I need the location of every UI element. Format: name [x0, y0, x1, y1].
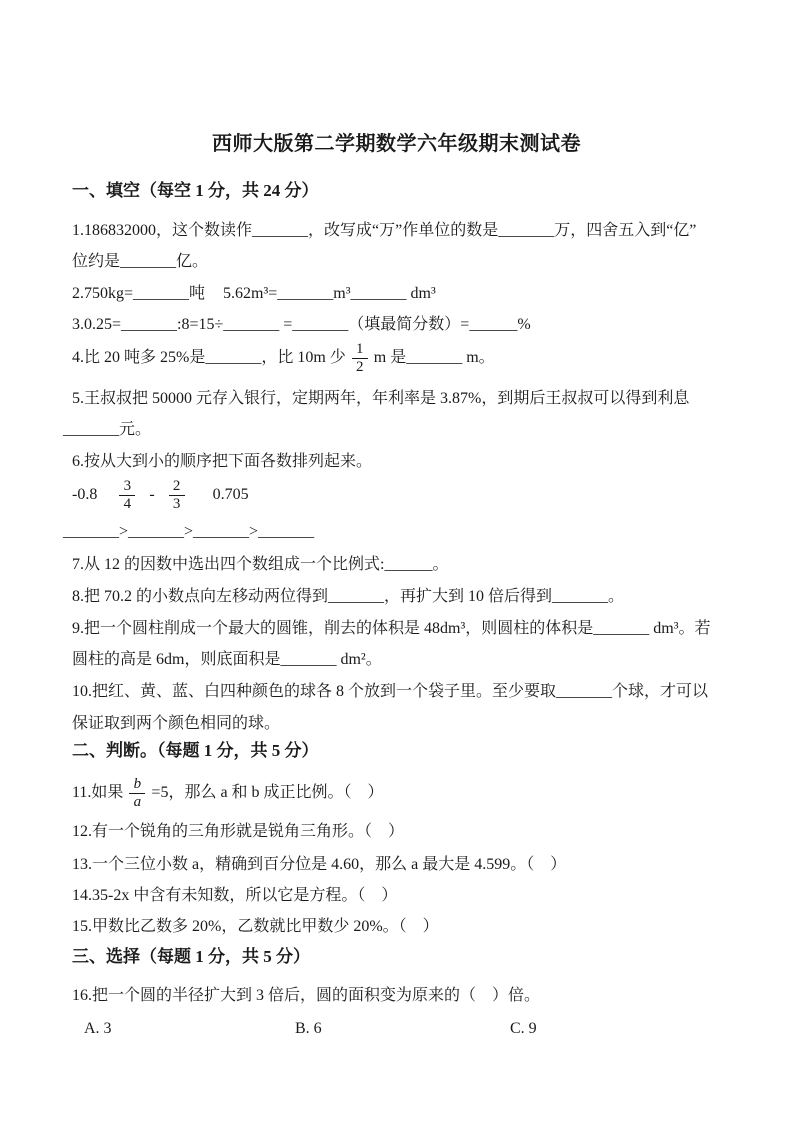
fraction-denominator: a [133, 793, 142, 810]
question-12: 12.有一个锐角的三角形就是锐角三角形。（ ） [72, 823, 405, 840]
question-1-line-2: 位约是_______亿。 [72, 253, 209, 270]
question-11 [72, 772, 384, 814]
section-3-heading: 三、选择（每题 1 分，共 5 分） [72, 947, 310, 966]
question-14: 14.35-2x 中含有未知数，所以它是方程。（ ） [72, 887, 398, 904]
question-16-options-row [0, 1019, 793, 1039]
question-15: 15.甲数比乙数多 20%，乙数就比甲数少 20%。（ ） [72, 918, 439, 935]
number-negative-0-8: -0.8 [72, 486, 98, 503]
fraction-two-thirds [169, 478, 185, 512]
fraction-denominator: 4 [123, 495, 132, 512]
question-9-line-1: 9.把一个圆柱削成一个最大的圆锥，削去的体积是 48dm³，则圆柱的体积是_______ dm³。若 [72, 620, 711, 637]
question-6-text: 6.按从大到小的顺序把下面各数排列起来。 [72, 453, 373, 470]
fraction-numerator: 1 [352, 341, 368, 359]
page-title: 西师大版第二学期数学六年级期末测试卷 [212, 133, 581, 155]
option-b: B. 6 [295, 1020, 322, 1037]
question-16: 16.把一个圆的半径扩大到 3 倍后，圆的面积变为原来的（ ）倍。 [72, 987, 541, 1004]
option-c: C. 9 [510, 1020, 537, 1037]
fraction-three-fourths [119, 478, 135, 512]
question-3: 3.0.25=_______:8=15÷_______ =_______（填最简分数）=______% [72, 316, 531, 333]
question-11-text-post: =5，那么 a 和 b 成正比例。（ ） [151, 784, 384, 801]
fraction-b-over-a [129, 776, 145, 810]
question-4-text-pre: 4.比 20 吨多 25%是_______，比 10m 少 [72, 349, 346, 366]
section-2-heading: 二、判断。（每题 1 分，共 5 分） [72, 741, 319, 760]
option-a: A. 3 [84, 1020, 112, 1037]
question-9-line-2: 圆柱的高是 6dm，则底面积是_______ dm²。 [72, 651, 382, 668]
question-4 [72, 337, 495, 379]
fraction-denominator: 2 [356, 358, 364, 375]
question-10-line-2: 保证取到两个颜色相同的球。 [72, 715, 281, 732]
question-11-text-pre: 11.如果 [72, 784, 124, 801]
question-8: 8.把 70.2 的小数点向左移动两位得到_______，再扩大到 10 倍后得到_______。 [72, 588, 625, 605]
question-13: 13.一个三位小数 a，精确到百分位是 4.60，那么 a 最大是 4.599。（ ） [72, 856, 567, 873]
question-7: 7.从 12 的因数中选出四个数组成一个比例式:______。 [72, 556, 449, 573]
fraction-denominator: 3 [172, 495, 181, 512]
question-10-line-1: 10.把红、黄、蓝、白四种颜色的球各 8 个放到一个袋子里。至少要取_______个球，才可以 [72, 683, 709, 700]
section-1-heading: 一、填空（每空 1 分，共 24 分） [72, 181, 319, 200]
fraction-numerator: 3 [119, 478, 135, 496]
question-6-number-row [72, 474, 249, 516]
minus-sign: - [149, 486, 155, 503]
question-2-part-2: 5.62m³=_______m³_______ dm³ [223, 285, 436, 302]
question-2-part-1: 2.750kg=_______吨 [72, 285, 206, 302]
fraction-numerator: 2 [169, 478, 185, 496]
fraction-one-half [352, 341, 368, 375]
question-1-line-1: 1.186832000，这个数读作_______，改写成“万”作单位的数是_______万，四舍五入到“亿” [72, 222, 697, 239]
question-5-line-2: _______元。 [63, 421, 152, 438]
question-4-text-post: m 是_______ m。 [373, 349, 495, 366]
number-0-705: 0.705 [212, 486, 249, 503]
question-2 [72, 284, 436, 304]
question-5-line-1: 5.王叔叔把 50000 元存入银行，定期两年，年利率是 3.87%，到期后王叔叔可以得到利息 [72, 390, 690, 407]
question-6-compare-blanks: _______>_______>_______>_______ [63, 523, 315, 540]
fraction-numerator: b [129, 776, 145, 794]
